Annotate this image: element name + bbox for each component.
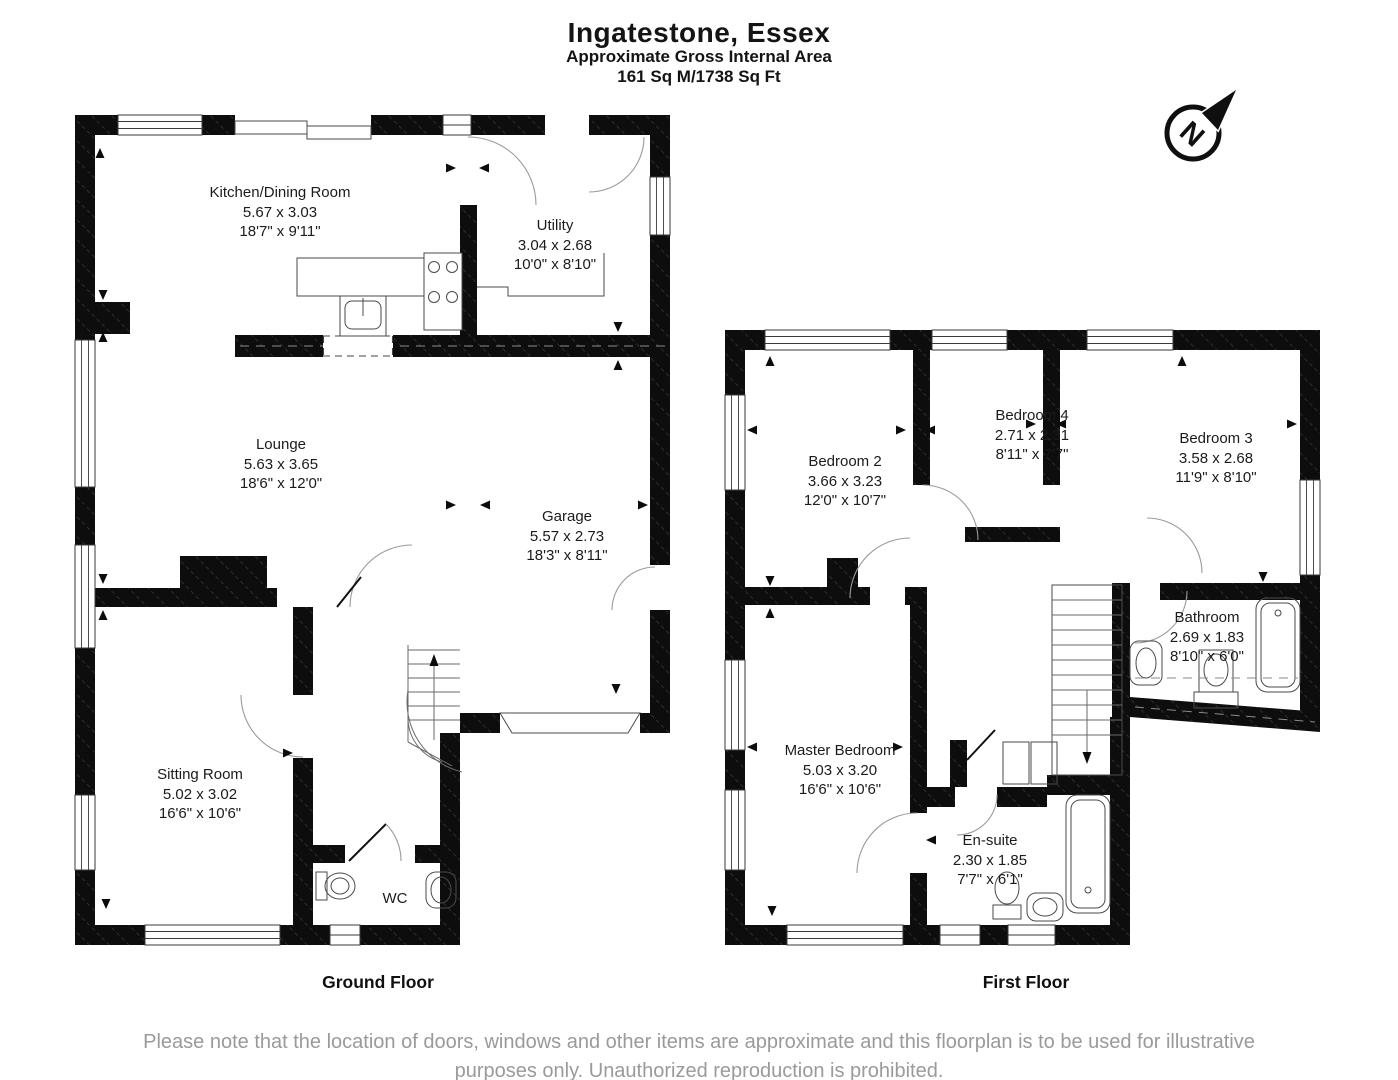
bedroom3-door-arc (1147, 518, 1202, 573)
window (118, 115, 202, 135)
window (725, 395, 745, 490)
front-door-arc (589, 137, 644, 192)
room-metric: 5.63 x 3.65 (243, 456, 319, 473)
room-imperial: 8'10" x 6'0" (1170, 648, 1244, 665)
room-imperial: 18'7" x 9'11" (239, 223, 321, 240)
room-label-wc: WC (382, 890, 408, 907)
compass-icon (1167, 90, 1236, 159)
room-label-bedroom2 (804, 453, 886, 509)
room-imperial: 18'6" x 12'0" (239, 475, 323, 492)
first-floor-doors (850, 485, 1202, 873)
garage-side-door-arc (612, 567, 655, 610)
room-name: Bedroom 3 (1179, 430, 1253, 447)
window (932, 330, 1007, 350)
room-label-bathroom (1170, 609, 1244, 665)
ensuite-sink-icon (1027, 893, 1063, 921)
page-title: Ingatestone, Essex (567, 17, 831, 48)
window (787, 925, 903, 945)
window (1300, 480, 1320, 575)
room-imperial: 11'9" x 8'10" (1175, 469, 1257, 486)
wc-toilet-icon (316, 872, 355, 900)
disclaimer-paragraph: Please note that the location of doors, windows and other items are approximate and this floorplan is to be used for illustrative purposes only. Unauthorized reproduction is prohibited. (143, 1031, 1255, 1080)
room-imperial: 16'6" x 10'6" (158, 805, 242, 822)
room-name: Bedroom 4 (995, 407, 1069, 424)
area-value: 161 Sq M/1738 Sq Ft (617, 67, 781, 86)
first-floor-stairs (1003, 585, 1122, 784)
garage-door (500, 713, 640, 733)
first-floor-fixtures (993, 598, 1300, 921)
sitting-room-door-arc (241, 695, 303, 757)
room-label-sitting (157, 766, 243, 822)
window (75, 795, 95, 870)
area-heading: Approximate Gross Internal Area (566, 47, 832, 66)
room-imperial: 12'0" x 10'7" (803, 492, 887, 509)
ensuite-door-arc (957, 795, 997, 835)
master-door-arc (857, 813, 917, 873)
compass-north-letter: N (1173, 115, 1211, 154)
wc-door-leaf (349, 824, 386, 861)
room-name: Sitting Room (157, 766, 243, 783)
room-label-lounge (240, 436, 322, 492)
room-name: Kitchen/Dining Room (209, 184, 351, 201)
room-metric: 3.04 x 2.68 (517, 237, 593, 254)
window (725, 790, 745, 870)
room-name: Garage (541, 508, 593, 525)
window (765, 330, 890, 350)
room-imperial: 18'3" x 8'11" (526, 547, 608, 564)
window (1008, 925, 1055, 945)
stove-icon (424, 253, 462, 330)
room-imperial: 16'6" x 10'6" (798, 781, 882, 798)
airing-cupboard (1003, 742, 1029, 784)
room-metric: 5.57 x 2.73 (529, 528, 605, 545)
room-metric: 3.58 x 2.68 (1178, 450, 1254, 467)
room-name: Lounge (255, 436, 307, 453)
room-imperial: 7'7" x 6'1" (957, 871, 1023, 888)
room-metric: 2.69 x 1.83 (1169, 629, 1245, 646)
window (75, 545, 95, 648)
room-name: Master Bedroom (784, 742, 896, 759)
room-label-bedroom3 (1175, 430, 1256, 486)
cupboard-door-leaf (967, 730, 995, 760)
porch-recess (235, 121, 371, 139)
room-label-kitchen (210, 184, 351, 240)
room-imperial: 10'0" x 8'10" (513, 256, 597, 273)
window (940, 925, 980, 945)
first-floor-plan (725, 330, 1320, 992)
room-label-master (785, 742, 896, 798)
kitchen-door-arc (468, 137, 536, 205)
room-name: Utility (536, 217, 574, 234)
room-label-garage (526, 508, 607, 564)
room-name: Bedroom 2 (808, 453, 882, 470)
window (75, 340, 95, 487)
room-metric: 5.03 x 3.20 (802, 762, 878, 779)
lounge-door-arc (350, 545, 412, 607)
room-metric: 5.67 x 3.03 (242, 204, 318, 221)
kitchen-sink-icon (340, 296, 386, 336)
bathroom-bathtub-icon (1256, 598, 1300, 692)
dashed-opening (323, 335, 393, 357)
room-metric: 3.66 x 3.23 (807, 473, 883, 490)
room-metric: 2.71 x 2.31 (994, 427, 1070, 444)
window (650, 177, 670, 235)
window (145, 925, 280, 945)
room-metric: 2.30 x 1.85 (952, 852, 1028, 869)
window (330, 925, 360, 945)
room-label-utility (514, 217, 596, 273)
room-metric: 5.02 x 3.02 (162, 786, 238, 803)
title-block (566, 17, 832, 86)
window (443, 115, 471, 135)
wc-door-arc (386, 824, 401, 861)
room-name: En-suite (962, 832, 1018, 849)
room-imperial: 8'11" x 7'7" (995, 446, 1069, 463)
ensuite-bathtub-icon (1066, 795, 1110, 913)
window (1087, 330, 1173, 350)
room-label-bedroom4 (995, 407, 1069, 463)
ground-floor-label: Ground Floor (322, 972, 434, 992)
hall-door-leaf (337, 577, 361, 607)
disclaimer-text (0, 1028, 1398, 1080)
ground-floor-plan (75, 115, 670, 992)
first-floor-label: First Floor (982, 972, 1070, 992)
room-name: Bathroom (1174, 609, 1240, 626)
room-label-ensuite (953, 832, 1027, 888)
window (725, 660, 745, 750)
